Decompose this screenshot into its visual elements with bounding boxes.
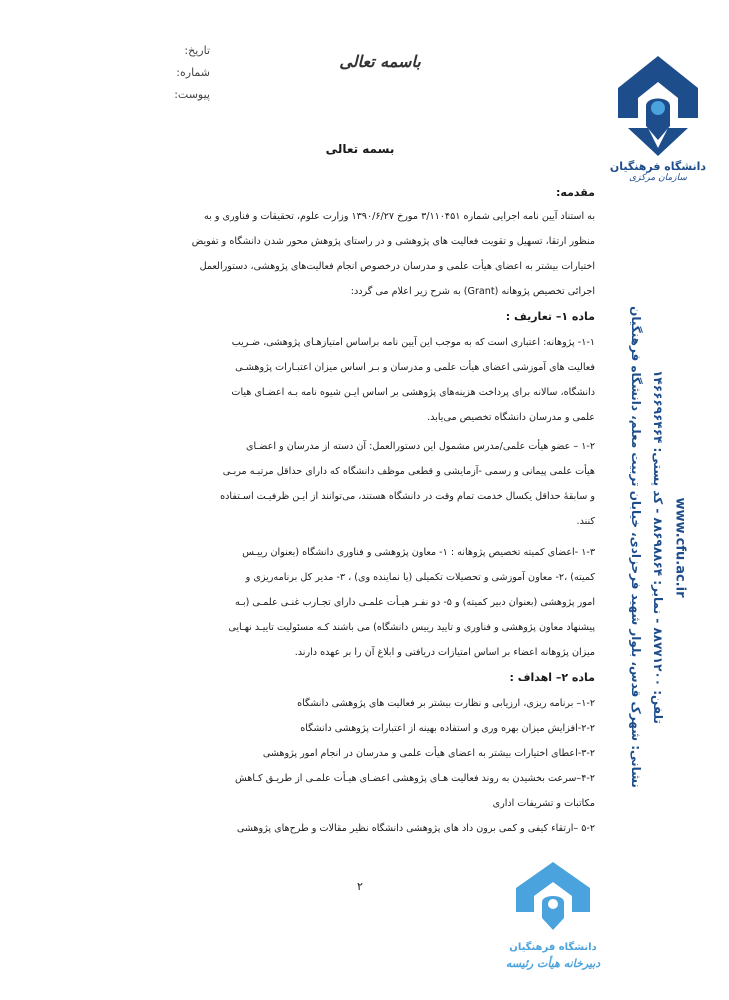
article2-title: ماده ۲– اهداف : [509,671,595,684]
seal-caption: دانشگاه فرهنگیان [509,942,597,953]
goal-line: ۱-۲– برنامه ریزی، ارزیابی و نظارت بیشتر بر فعالیت های پژوهشی دانشگاه [297,698,595,709]
goal-line: ۲-۲-افزایش میزان بهره وری و استفاده بهینه از اعتبارات پژوهشی دانشگاه [300,723,595,734]
definition-line: کنند. [576,516,595,527]
document-body [110,182,595,841]
seal-emblem-icon [498,858,608,938]
definition-line: پیشنهاد معاون پژوهشی و فناوری و تایید رییس دانشگاه) می باشند کـه مسئولیت تاییـد نهـایی [228,622,595,633]
university-emblem-icon [608,48,708,158]
intro-line: به استناد آیین نامه اجرایی شماره ۳/۱۱۰۴۵۱ مورخ ۱۳۹۰/۶/۲۷ وزارت علوم، تحقیقات و فناوری و به [203,211,595,222]
page-number: ۲ [357,880,363,893]
goal-line: ۳-۲-اعطای اختیارات بیشتر به اعضای هیأت علمی و مدرسان در انجام امور پژوهشی [262,748,595,759]
top-basmala: باسمه تعالی [339,52,421,71]
definition-line: دانشگاه، سالانه برای پرداخت هزینه‌های پژوهشی بر اساس ایـن شیوه نامه بـه اعضـای هیات [231,387,595,398]
side-contact-block [586,250,686,850]
university-logo [608,48,708,198]
article1-title: ماده ۱– تعاریف : [505,310,595,323]
intro-line: اجرائی تخصیص پژوهانه (Grant) به شرح زیر اعلام می گردد: [350,286,595,297]
goal-line: ۴-۲–سرعت بخشیدن به روند فعالیت هـای پژوهشی اعضـای هیـأت علمـی از طریـق کـاهش [235,773,595,784]
footer-seal [498,858,608,988]
definition-line: فعالیت های آموزشی اعضای هیأت علمی و مدرسان و بـر اساس میزان اعتبـارات پژوهشـی [235,362,595,373]
intro-line: منظور ارتقا، تسهیل و تقویت فعالیت های پژوهشی و در راستای پژوهش محور شدن دانشگاه و تفویض [191,236,595,247]
definition-line: میزان پژوهانه اعضاء بر اساس امتیازات دریافتی و ابلاغ آن را بر عهده دارند. [294,647,595,658]
number-label: شماره: [176,66,210,79]
definition-line: کمیته) ،۲- معاون آموزشی و تحصیلات تکمیلی (یا نماینده وی) ، ۳- مدیر کل برنامه‌ریزی و [245,572,595,583]
goal-line: ۵-۲ –ارتقاء کیفی و کمی برون داد های پژوهشی دانشگاه نظیر مقالات و طرح‌های پژوهشی [236,823,595,834]
intro-line: اختیارات بیشتر به اعضای هیأت علمی و مدرسان درخصوص انجام فعالیت‌های پژوهشی، دستورالعمل [199,261,595,272]
logo-caption: دانشگاه فرهنگیان [609,160,707,173]
goal-line: مکاتبات و تشریفات اداری [492,798,595,809]
definition-line: هیأت علمی پیمانی و رسمی -آزمایشی و قطعی موظف دانشگاه که دارای حداقل مرتبـه مربـی [222,466,595,477]
definition-line: ۱-۳ -اعضای کمیته تخصیص پژوهانه : ۱- معاون پژوهشی و فناوری دانشگاه (بعنوان رییـس [242,547,595,558]
side-phone: تلفن: ۸۸۷۷۱۲۰۰ - نمابر: ۸۸۶۹۸۸۶۴ - کد پستی: ۱۴۶۶۶۹۶۴۶۴ [651,370,665,724]
side-website: www.cfu.ac.ir [672,497,688,598]
side-address: نشانی: شهرک قدس، بلوار شهید فرحزادی، خیابان تربیت معلم، دانشگاه فرهنگیان [629,306,643,788]
definition-line: و سابقۀ حداقل یکسال خدمت تمام وقت در دانشگاه هستند، می‌توانند از ایـن ظرفیـت اسـتفاده [220,491,595,502]
seal-subcaption: دبیرخانه هیأت رئیسه [505,957,601,970]
definition-line: ۱-۱- پژوهانه: اعتباری است که به موجب این آیین نامه براساس امتیازهـای پژوهشی، ضـریب [231,337,595,348]
definition-line: ۱-۲ – عضو هیأت علمی/مدرس مشمول این دستورالعمل: آن دسته از مدرسان و اعضـای [246,441,595,452]
document-heading: بسمه تعالی [325,142,395,156]
attachment-label: پیوست: [174,88,210,101]
definition-line: امور پژوهشی (بعنوان دبیر کمیته) و ۵- دو نفـر هیـأت علمـی دارای تجـارب غنـی علمـی (بـه [235,597,595,608]
date-label: تاریخ: [184,44,210,57]
intro-title: مقدمه: [556,186,595,199]
logo-subcaption: سازمان مرکزی [629,173,687,183]
definition-line: علمی و مدرسان دانشگاه تخصیص می‌یابد. [427,412,595,423]
